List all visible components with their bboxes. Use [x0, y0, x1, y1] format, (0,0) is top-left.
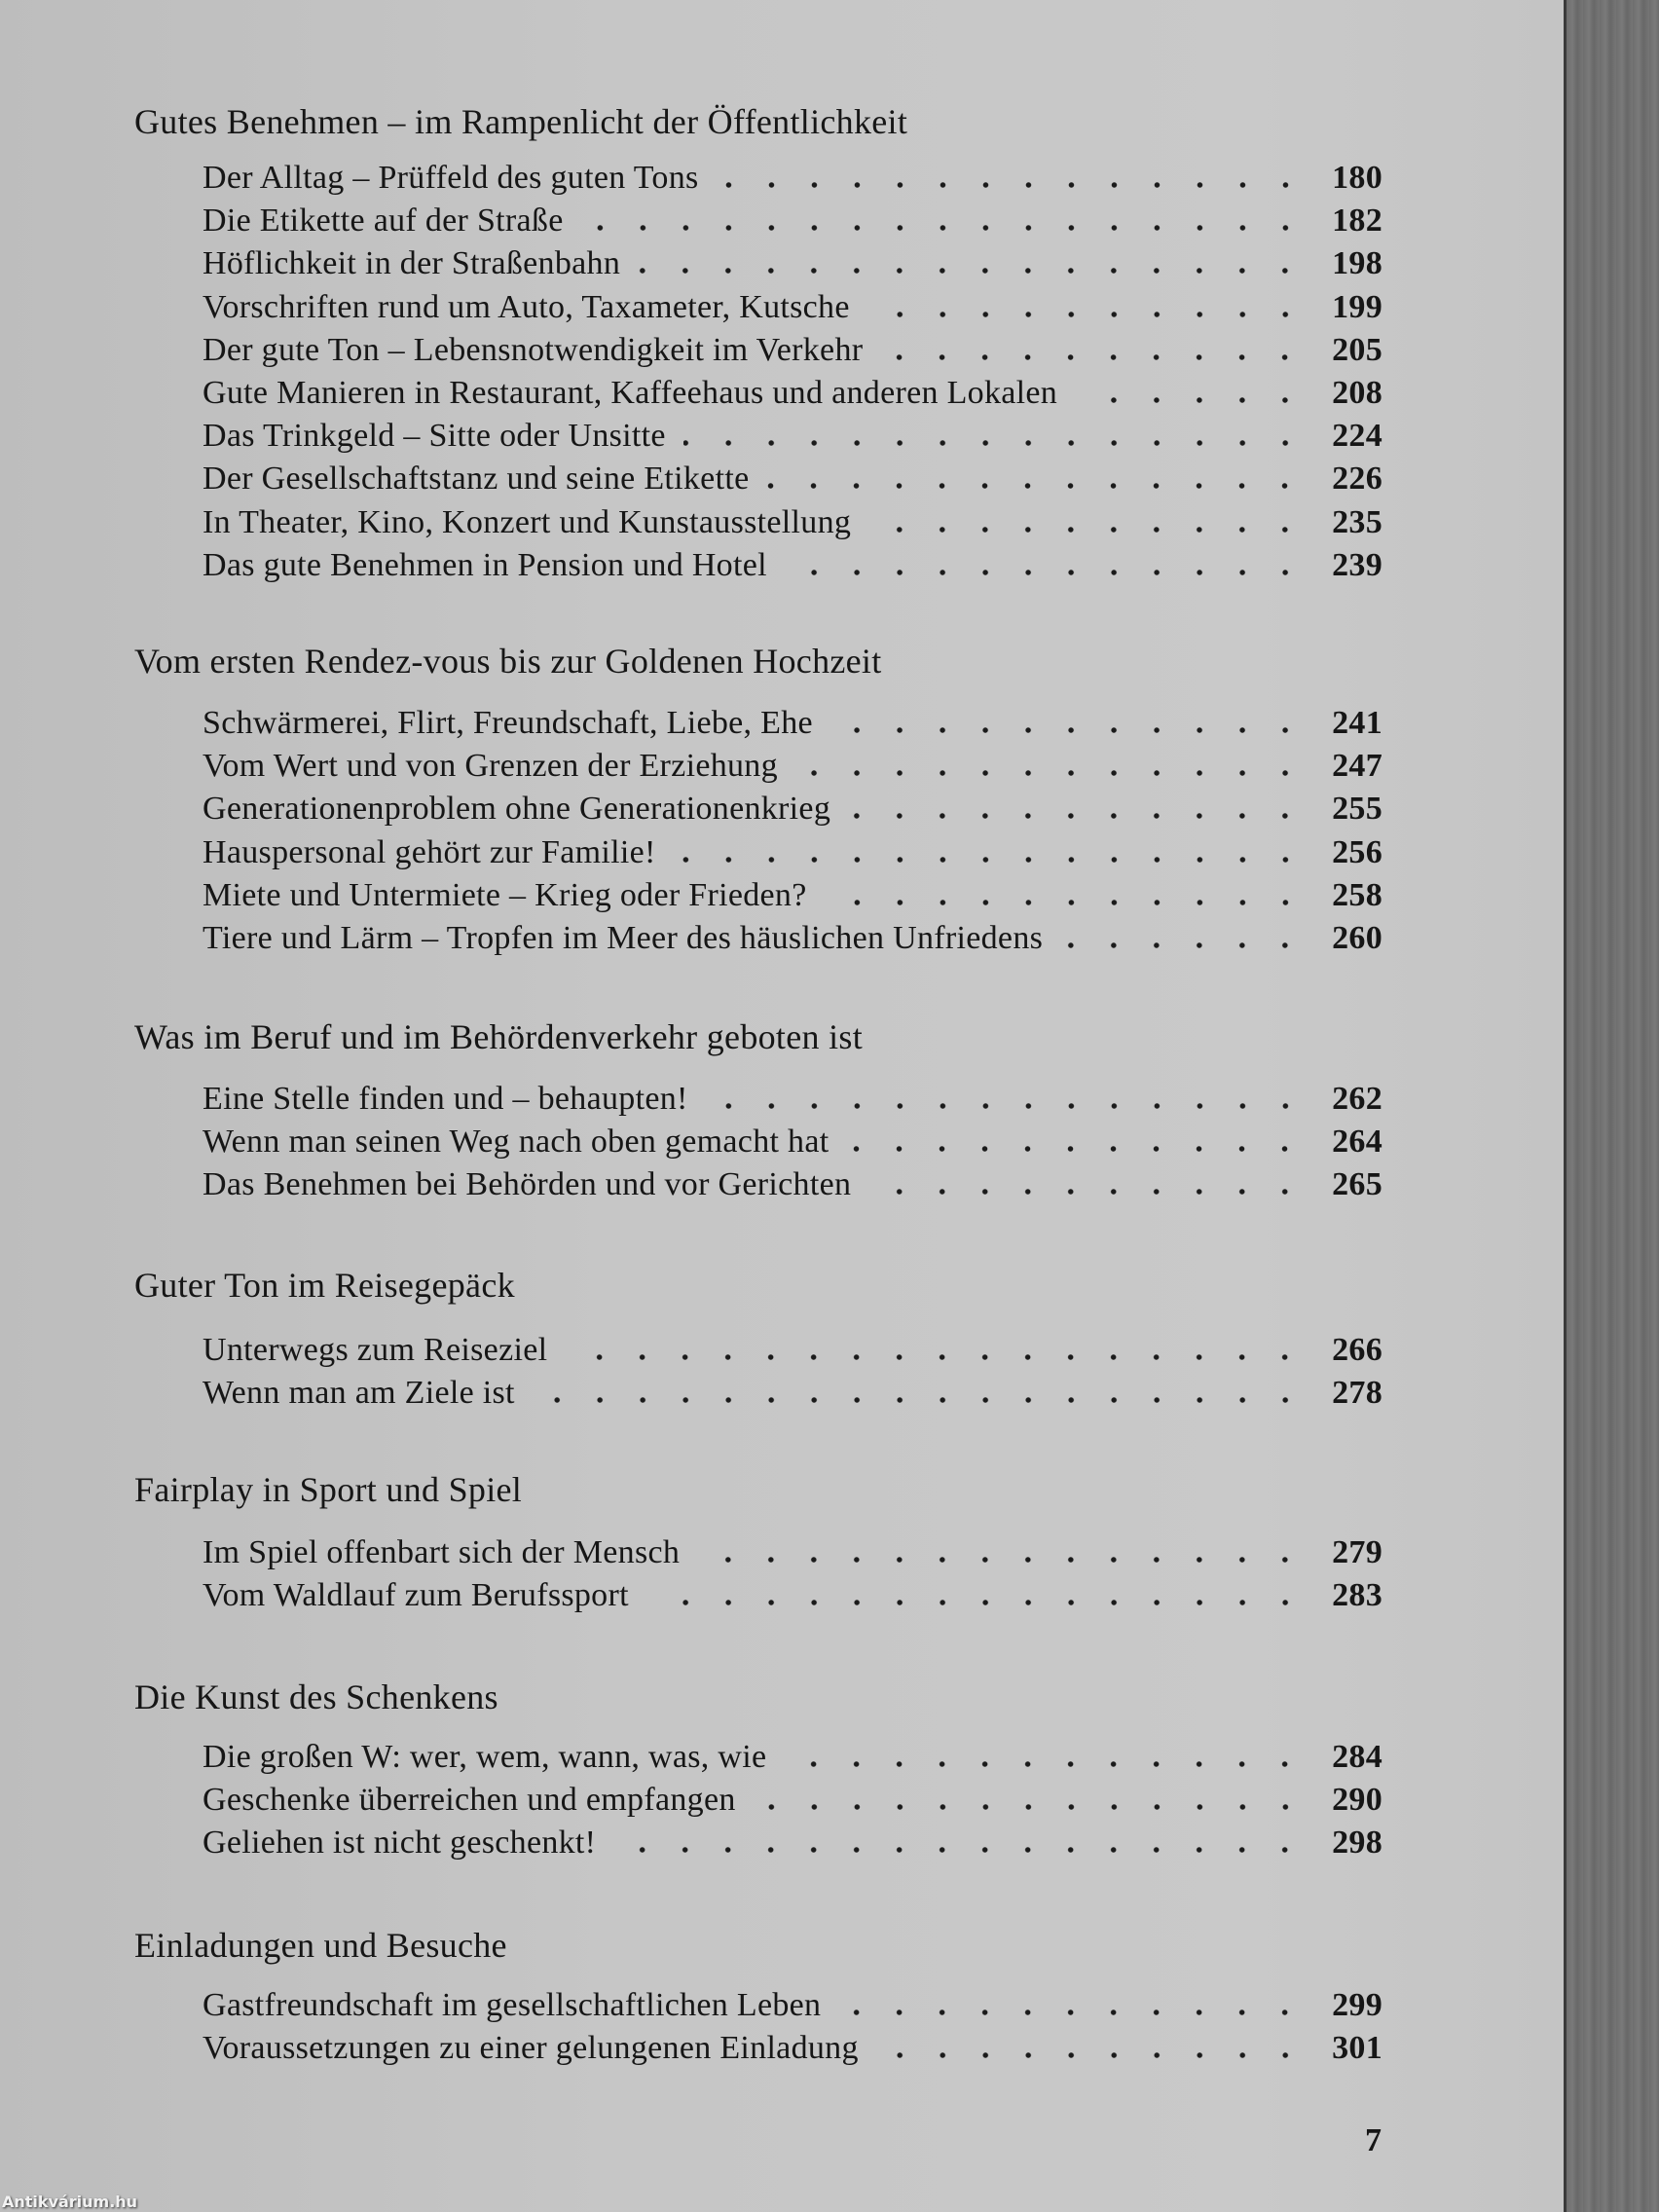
entry-page-number: 208 — [1332, 375, 1382, 411]
entry-page-number: 290 — [1332, 1782, 1382, 1819]
page-number: 7 — [1365, 2122, 1382, 2158]
toc-entry — [203, 332, 1382, 369]
section-heading: Was im Beruf und im Behördenverkehr geboten ist — [134, 1017, 864, 1056]
entry-title: Das gute Benehmen in Pension und Hotel — [203, 546, 767, 583]
dot-leader — [868, 1189, 1307, 1195]
entry-title: Die großen W: wer, wem, wann, was, wie — [203, 1739, 767, 1775]
dot-leader — [830, 727, 1307, 733]
toc-entry — [203, 834, 1382, 871]
entry-title: Gute Manieren in Restaurant, Kaffeehaus und anderen Lokalen — [203, 375, 1058, 411]
dot-leader — [533, 1397, 1307, 1403]
toc-entry — [203, 289, 1382, 326]
entry-title: Höflichkeit in der Straßenbahn — [203, 245, 621, 282]
entry-title: Der Alltag – Prüffeld des guten Tons — [203, 160, 699, 196]
entry-title: Miete und Untermiete – Krieg oder Frieden? — [203, 876, 807, 913]
entry-title: Vorschriften rund um Auto, Taxameter, Kutsche — [203, 288, 850, 325]
entry-title: Schwärmerei, Flirt, Freundschaft, Liebe, Ehe — [203, 705, 813, 741]
dot-leader — [646, 1600, 1307, 1605]
entry-page-number: 278 — [1332, 1375, 1382, 1412]
toc-entry — [203, 245, 1382, 282]
toc-entry — [203, 791, 1382, 828]
watermark: Antikvárium.hu — [2, 2193, 138, 2211]
entry-page-number: 284 — [1332, 1739, 1382, 1775]
dot-leader — [638, 268, 1307, 274]
dot-leader — [876, 2052, 1307, 2058]
dot-leader — [706, 1103, 1307, 1109]
dot-leader — [565, 1354, 1307, 1360]
entry-page-number: 182 — [1332, 203, 1382, 240]
dot-leader — [867, 312, 1307, 317]
entry-page-number: 239 — [1332, 546, 1382, 583]
entry-page-number: 265 — [1332, 1166, 1382, 1203]
entry-page-number: 262 — [1332, 1081, 1382, 1117]
book-spine — [1564, 0, 1659, 2212]
entry-page-number: 301 — [1332, 2030, 1382, 2067]
entry-page-number: 255 — [1332, 791, 1382, 828]
toc-entry — [203, 1166, 1382, 1203]
toc-entry — [203, 203, 1382, 240]
toc-entry — [203, 547, 1382, 584]
entry-page-number: 199 — [1332, 288, 1382, 325]
dot-leader — [785, 570, 1307, 575]
entry-title: Vom Wert und von Grenzen der Erziehung — [203, 748, 778, 785]
section-heading: Die Kunst des Schenkens — [134, 1677, 498, 1716]
toc-entry — [203, 1534, 1382, 1571]
toc-entry — [203, 1332, 1382, 1369]
toc-entry — [203, 1739, 1382, 1776]
entry-title: Wenn man seinen Weg nach oben gemacht hat — [203, 1124, 830, 1161]
entry-title: Das Trinkgeld – Sitte oder Unsitte — [203, 418, 666, 455]
dot-leader — [848, 813, 1307, 819]
entry-title: In Theater, Kino, Konzert und Kunstausstellung — [203, 503, 852, 540]
entry-page-number: 235 — [1332, 503, 1382, 540]
entry-title: Im Spiel offenbart sich der Mensch — [203, 1534, 681, 1570]
dot-leader — [838, 2009, 1307, 2015]
dot-leader — [754, 1804, 1307, 1810]
dot-leader — [766, 483, 1307, 489]
entry-page-number: 283 — [1332, 1577, 1382, 1614]
entry-title: Geschenke überreichen und empfangen — [203, 1782, 736, 1819]
dot-leader — [846, 1146, 1307, 1152]
entry-page-number: 256 — [1332, 833, 1382, 870]
dot-leader — [674, 857, 1307, 863]
entry-title: Geliehen ist nicht geschenkt! — [203, 1825, 597, 1862]
toc-entry — [203, 418, 1382, 455]
dot-leader — [1075, 397, 1307, 403]
toc-entry — [203, 877, 1382, 914]
entry-title: Die Etikette auf der Straße — [203, 203, 564, 240]
entry-page-number: 224 — [1332, 418, 1382, 455]
entry-title: Voraussetzungen zu einer gelungenen Einladung — [203, 2030, 859, 2067]
entry-title: Unterwegs zum Reiseziel — [203, 1332, 548, 1368]
dot-leader — [697, 1557, 1307, 1563]
dot-leader — [613, 1847, 1307, 1853]
toc-entry — [203, 1825, 1382, 1862]
entry-title: Eine Stelle finden und – behaupten! — [203, 1081, 688, 1117]
dot-leader — [717, 182, 1307, 188]
toc-entry — [203, 1124, 1382, 1161]
entry-page-number: 226 — [1332, 461, 1382, 498]
section-heading: Guter Ton im Reisegepäck — [134, 1266, 515, 1305]
dot-leader — [581, 225, 1307, 231]
entry-title: Der Gesellschaftstanz und seine Etikette — [203, 461, 750, 498]
dot-leader — [683, 440, 1307, 446]
entry-title: Der gute Ton – Lebensnotwendigkeit im Verkehr — [203, 331, 864, 368]
entry-title: Das Benehmen bei Behörden und vor Gerichten — [203, 1166, 852, 1203]
toc-entry — [203, 705, 1382, 742]
toc-entry — [203, 1987, 1382, 2024]
entry-page-number: 279 — [1332, 1534, 1382, 1570]
toc-entry — [203, 375, 1382, 412]
section-heading: Gutes Benehmen – im Rampenlicht der Öffentlichkeit — [134, 102, 908, 141]
section-heading: Vom ersten Rendez-vous bis zur Goldenen Hochzeit — [134, 642, 882, 681]
section-heading: Fairplay in Sport und Spiel — [134, 1470, 523, 1509]
toc-entry — [203, 920, 1382, 957]
entry-page-number: 266 — [1332, 1332, 1382, 1368]
entry-page-number: 258 — [1332, 876, 1382, 913]
entry-page-number: 299 — [1332, 1987, 1382, 2023]
toc-entry — [203, 2030, 1382, 2067]
dot-leader — [825, 900, 1307, 905]
entry-page-number: 260 — [1332, 920, 1382, 956]
toc-entry — [203, 504, 1382, 541]
toc-entry — [203, 1577, 1382, 1614]
entry-title: Gastfreundschaft im gesellschaftlichen Leben — [203, 1987, 822, 2023]
entry-page-number: 241 — [1332, 705, 1382, 741]
dot-leader — [880, 354, 1307, 360]
entry-page-number: 198 — [1332, 245, 1382, 282]
entry-page-number: 298 — [1332, 1825, 1382, 1862]
dot-leader — [1060, 942, 1307, 948]
entry-page-number: 180 — [1332, 160, 1382, 196]
entry-page-number: 247 — [1332, 748, 1382, 785]
dot-leader — [795, 770, 1307, 776]
entry-title: Generationenproblem ohne Generationenkrieg — [203, 791, 831, 828]
section-heading: Einladungen und Besuche — [134, 1926, 507, 1965]
toc-entry — [203, 461, 1382, 498]
entry-page-number: 205 — [1332, 331, 1382, 368]
entry-title: Wenn man am Ziele ist — [203, 1375, 515, 1412]
entry-title: Hauspersonal gehört zur Familie! — [203, 833, 656, 870]
entry-page-number: 264 — [1332, 1124, 1382, 1161]
entry-title: Vom Waldlauf zum Berufssport — [203, 1577, 629, 1614]
toc-entry — [203, 1782, 1382, 1819]
toc-entry — [203, 1375, 1382, 1412]
entry-title: Tiere und Lärm – Tropfen im Meer des häuslichen Unfriedens — [203, 920, 1044, 956]
dot-leader — [784, 1761, 1307, 1767]
toc-entry — [203, 748, 1382, 785]
dot-leader — [868, 527, 1307, 533]
toc-entry — [203, 160, 1382, 197]
toc-entry — [203, 1081, 1382, 1118]
